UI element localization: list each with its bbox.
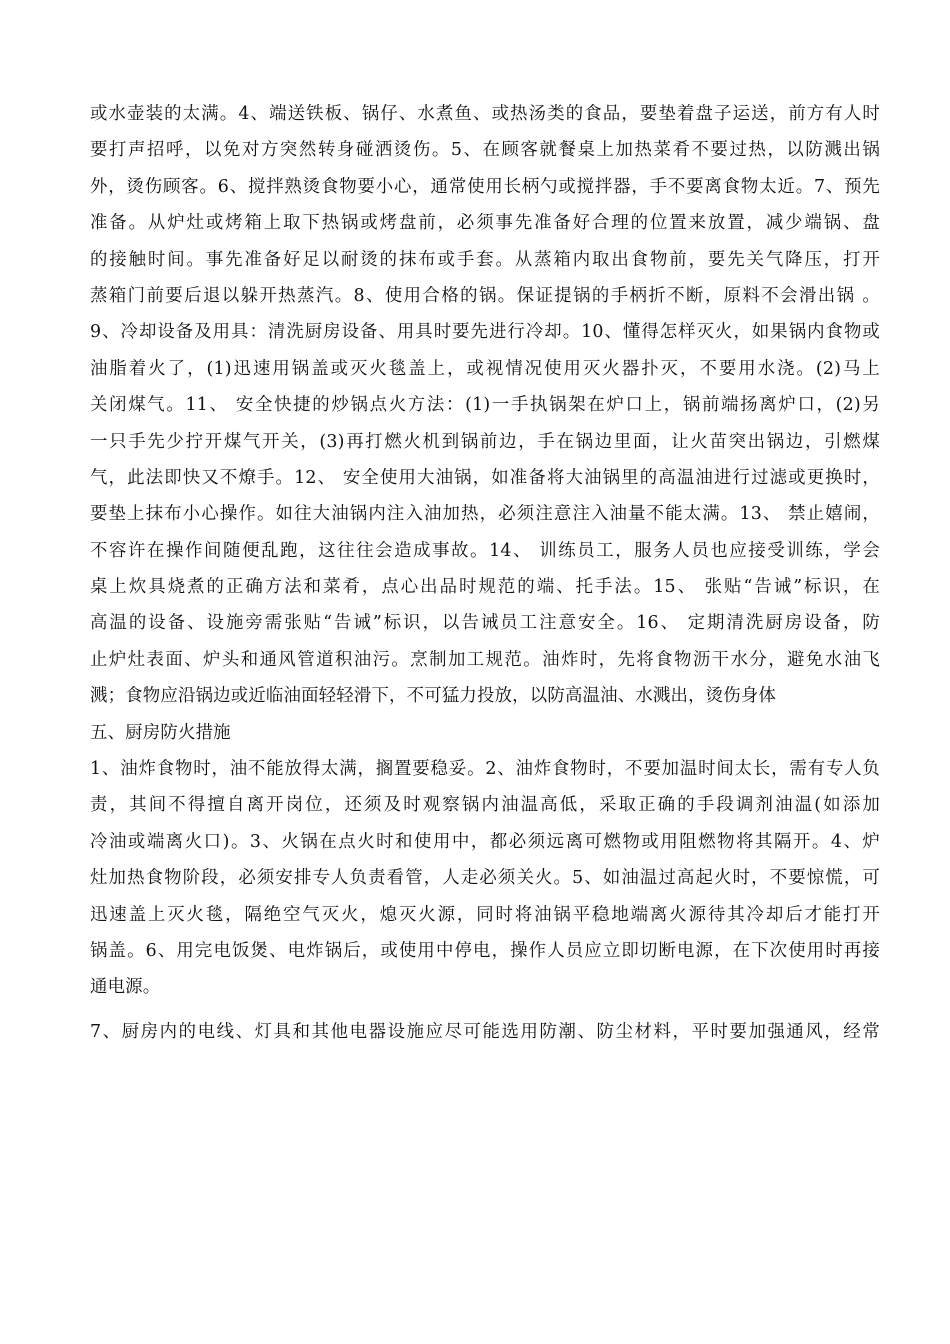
text-line-10: 一只手先少拧开煤气开关，(3)再打燃火机到锅前边，手在锅边里面，让火苗突出锅边，引燃煤 — [90, 431, 880, 452]
text-line-5: 的接触时间。事先准备好足以耐烫的抹布或手套。从蒸箱内取出食物前，要先关气降压，打开 — [90, 249, 880, 270]
text-line-12: 要垫上抹布小心操作。如往大油锅内注入油加热，必须注意注入油量不能太满。13、 禁止嬉闹， — [90, 504, 880, 525]
text-line-1: 或水壶装的太满。4、端送铁板、锅仔、水煮鱼、或热汤类的食品，要垫着盘子运送，前方有人时 — [90, 104, 880, 124]
text-line-22: 灶加热食物阶段，必须安排专人负责看管，人走必须关火。5、如油温过高起火时，不要惊慌，可 — [90, 868, 880, 889]
text-line-4: 准备。从炉灶或烤箱上取下热锅或烤盘前，必须事先准备好合理的位置来放置，减少端锅、盘 — [90, 213, 880, 234]
text-line-24: 锅盖。6、用完电饭煲、电炸锅后，或使用中停电，操作人员应立即切断电源，在下次使用时再接 — [90, 940, 880, 961]
text-line-11: 气，此法即快又不燎手。12、 安全使用大油锅，如准备将大油锅里的高温油进行过滤或更换时， — [90, 467, 880, 488]
text-line-9: 关闭煤气。11、 安全快捷的炒锅点火方法：(1)一手执锅架在炉口上，锅前端扬离炉口，(2)另 — [90, 395, 880, 416]
text-line-15: 高温的设备、设施旁需张贴“告诫”标识，以告诫员工注意安全。16、 定期清洗厨房设备，防 — [90, 613, 880, 634]
text-line-2: 要打声招呼，以免对方突然转身碰洒烫伤。5、在顾客就餐桌上加热菜肴不要过热，以防溅出锅 — [90, 140, 880, 161]
text-line-13: 不容许在操作间随便乱跑，这往往会造成事故。14、 训练员工，服务人员也应接受训练，学会 — [90, 540, 880, 561]
text-line-17: 溅；食物应沿锅边或近临油面轻轻滑下，不可猛力投放，以防高温油、水溅出，烫伤身体 — [90, 686, 777, 707]
text-line-23: 迅速盖上灭火毯，隔绝空气灭火，熄灭火源，同时将油锅平稳地端离火源待其冷却后才能打开 — [90, 904, 880, 925]
text-line-26: 7、厨房内的电线、灯具和其他电器设施应尽可能选用防潮、防尘材料，平时要加强通风，经常 — [90, 1021, 880, 1042]
document-page — [90, 96, 880, 1050]
section-heading: 五、厨房防火措施 — [90, 722, 231, 743]
text-line-21: 冷油或端离火口)。3、火锅在点火时和使用中，都必须远离可燃物或用阻燃物将其隔开。4、炉 — [90, 831, 880, 852]
text-line-6: 蒸箱门前要后退以躲开热蒸汽。8、使用合格的锅。保证提锅的手柄折不断，原料不会滑出锅 。 — [90, 285, 880, 306]
text-line-3: 外，烫伤顾客。6、搅拌熟烫食物要小心，通常使用长柄勺或搅拌器，手不要离食物太近。7、预先 — [90, 176, 880, 197]
text-line-7: 9、冷却设备及用具：清洗厨房设备、用具时要先进行冷却。10、懂得怎样灭火，如果锅内食物或 — [90, 322, 880, 343]
text-line-14: 桌上炊具烧煮的正确方法和菜肴，点心出品时规范的端、托手法。15、 张贴“告诫”标识，在 — [90, 577, 880, 598]
text-line-16: 止炉灶表面、炉头和通风管道积油污。烹制加工规范。油炸时，先将食物沥干水分，避免水油飞 — [90, 649, 880, 670]
text-line-20: 责，其间不得擅自离开岗位，还须及时观察锅内油温高低，采取正确的手段调剂油温(如添加 — [90, 795, 880, 816]
text-line-25: 通电源。 — [90, 977, 161, 998]
text-line-8: 油脂着火了，(1)迅速用锅盖或灭火毯盖上，或视情况使用灭火器扑灭，不要用水浇。(2)马上 — [90, 358, 880, 379]
paragraph-gap — [90, 1006, 880, 1014]
text-line-19: 1、油炸食物时，油不能放得太满，搁置要稳妥。2、油炸食物时，不要加温时间太长，需有专人负 — [90, 759, 880, 780]
